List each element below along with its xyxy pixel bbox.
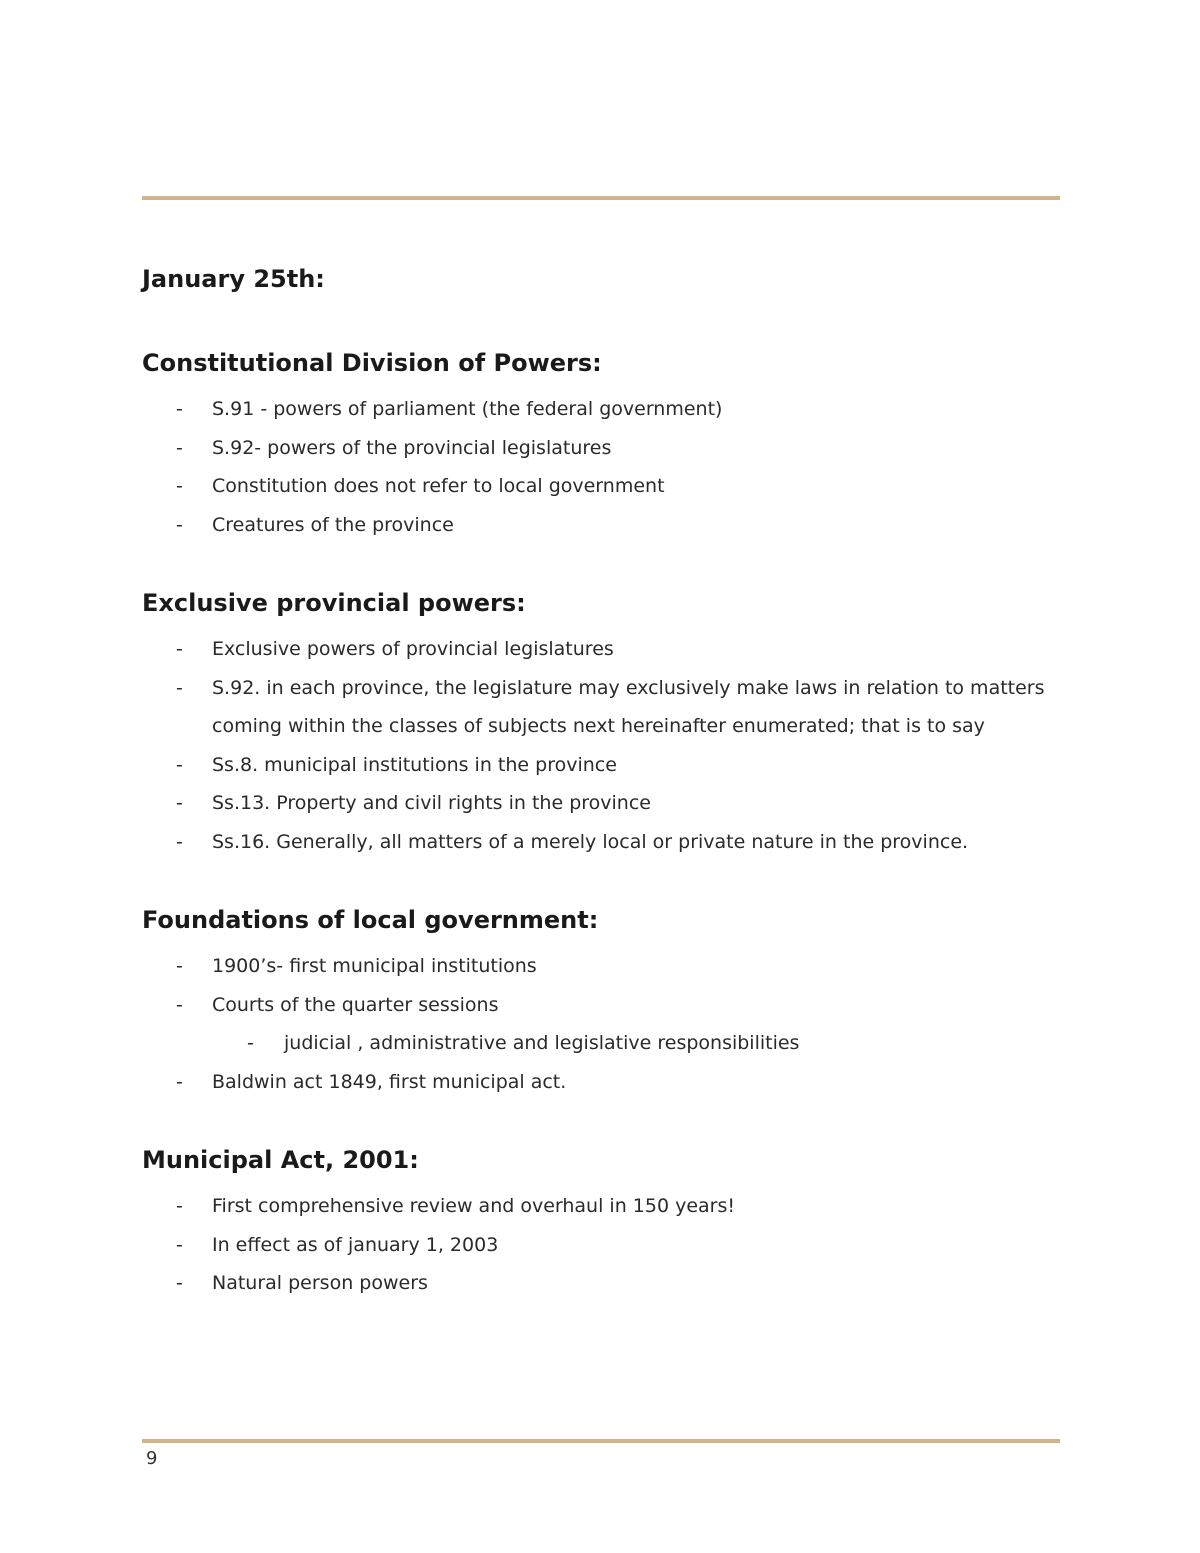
list-item: - Ss.8. municipal institutions in the province — [142, 746, 1060, 785]
section-constitutional-division — [142, 346, 1060, 544]
list-item: - First comprehensive review and overhaul in 150 years! — [142, 1187, 1060, 1226]
list-item: - Baldwin act 1849, first municipal act. — [142, 1063, 1060, 1102]
list-item: - S.92. in each province, the legislature may exclusively make laws in relation to matters coming within the classes of subjects next hereinafter enumerated; that is to say — [142, 669, 1060, 746]
list-item: - Constitution does not refer to local government — [142, 467, 1060, 506]
footer-rule — [142, 1439, 1060, 1443]
page-number: 9 — [146, 1448, 158, 1469]
list-item: - Creatures of the province — [142, 506, 1060, 545]
list-item: - Exclusive powers of provincial legislatures — [142, 630, 1060, 669]
list-item-nested: - judicial , administrative and legislative responsibilities — [142, 1024, 1060, 1063]
list-item: - S.91 - powers of parliament (the federal government) — [142, 390, 1060, 429]
list-item: - 1900’s- first municipal institutions — [142, 947, 1060, 986]
section-title: Municipal Act, 2001: — [142, 1146, 419, 1174]
date-heading: January 25th: — [142, 265, 325, 293]
page-content — [142, 262, 1060, 1345]
bullet-list — [142, 630, 1060, 861]
section-title: Foundations of local government: — [142, 906, 599, 934]
list-item: - Ss.13. Property and civil rights in the province — [142, 784, 1060, 823]
list-item: - Courts of the quarter sessions — [142, 986, 1060, 1025]
list-item: - Natural person powers — [142, 1264, 1060, 1303]
section-municipal-act-2001 — [142, 1143, 1060, 1303]
section-foundations-local-government — [142, 903, 1060, 1101]
section-exclusive-provincial-powers — [142, 586, 1060, 861]
section-title: Constitutional Division of Powers: — [142, 349, 602, 377]
list-item: - Ss.16. Generally, all matters of a merely local or private nature in the province. — [142, 823, 1060, 862]
header-rule — [142, 196, 1060, 200]
bullet-list — [142, 390, 1060, 544]
list-item: - In effect as of january 1, 2003 — [142, 1226, 1060, 1265]
list-item: - S.92- powers of the provincial legislatures — [142, 429, 1060, 468]
bullet-list — [142, 1187, 1060, 1303]
bullet-list — [142, 947, 1060, 1101]
section-title: Exclusive provincial powers: — [142, 589, 526, 617]
